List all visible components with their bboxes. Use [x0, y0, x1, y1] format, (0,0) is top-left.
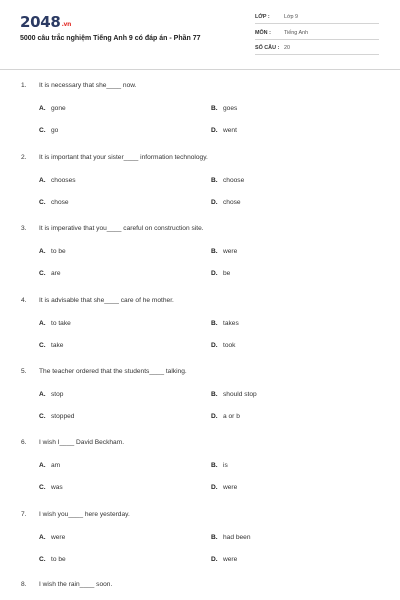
option-text: were [51, 534, 66, 541]
option-c[interactable] [39, 127, 58, 134]
question-text: I wish I____ David Beckham. [39, 439, 125, 446]
option-letter: B. [211, 462, 218, 469]
option-text: to be [51, 556, 66, 563]
question-8 [0, 581, 400, 595]
option-text: should stop [223, 391, 257, 398]
question-stem [21, 297, 174, 304]
question-7 [0, 511, 400, 571]
option-text: were [223, 484, 238, 491]
question-number: 7. [21, 511, 27, 518]
option-c[interactable] [39, 556, 66, 563]
option-b[interactable] [211, 534, 251, 541]
option-b[interactable] [211, 177, 244, 184]
logo-text: 2048 [20, 13, 61, 31]
option-letter: B. [211, 177, 218, 184]
option-letter: C. [39, 270, 46, 277]
option-a[interactable] [39, 105, 66, 112]
option-letter: D. [211, 342, 218, 349]
option-b[interactable] [211, 391, 257, 398]
option-letter: C. [39, 199, 46, 206]
option-text: take [51, 342, 64, 349]
question-number: 8. [21, 581, 27, 588]
question-stem [21, 511, 130, 518]
question-number: 3. [21, 225, 27, 232]
option-c[interactable] [39, 270, 61, 277]
question-text: It is necessary that she____ now. [39, 82, 137, 89]
option-text: stop [51, 391, 64, 398]
option-letter: B. [211, 248, 218, 255]
option-b[interactable] [211, 320, 239, 327]
question-text: I wish you____ here yesterday. [39, 511, 130, 518]
option-letter: A. [39, 248, 46, 255]
option-c[interactable] [39, 199, 69, 206]
option-d[interactable] [211, 127, 237, 134]
option-letter: B. [211, 105, 218, 112]
option-letter: C. [39, 413, 46, 420]
option-letter: D. [211, 127, 218, 134]
question-text: It is advisable that she____ care of he mother. [39, 297, 174, 304]
logo-suffix: .vn [61, 21, 72, 28]
option-letter: C. [39, 484, 46, 491]
question-text: The teacher ordered that the students____ talking. [39, 368, 187, 375]
question-number: 5. [21, 368, 27, 375]
option-letter: B. [211, 391, 218, 398]
question-5 [0, 368, 400, 428]
option-d[interactable] [211, 342, 235, 349]
question-number: 2. [21, 154, 27, 161]
option-letter: D. [211, 556, 218, 563]
meta-subject-value: Tiếng Anh [284, 30, 309, 36]
question-text: I wish the rain____ soon. [39, 581, 113, 588]
option-text: to be [51, 248, 66, 255]
option-letter: C. [39, 127, 46, 134]
document-title: 5000 câu trắc nghiệm Tiếng Anh 9 có đáp án - Phần 77 [20, 35, 201, 42]
option-c[interactable] [39, 484, 63, 491]
option-letter: A. [39, 391, 46, 398]
option-d[interactable] [211, 270, 230, 277]
option-letter: D. [211, 413, 218, 420]
option-text: takes [223, 320, 239, 327]
meta-class-value: Lớp 9 [284, 14, 299, 20]
option-letter: C. [39, 556, 46, 563]
option-text: chooses [51, 177, 76, 184]
option-text: a or b [223, 413, 240, 420]
option-a[interactable] [39, 177, 76, 184]
option-text: took [223, 342, 236, 349]
question-3 [0, 225, 400, 285]
option-a[interactable] [39, 462, 60, 469]
option-text: were [223, 556, 238, 563]
question-stem [21, 439, 124, 446]
option-text: was [51, 484, 63, 491]
option-c[interactable] [39, 342, 63, 349]
page-header [0, 0, 400, 70]
option-letter: B. [211, 534, 218, 541]
option-text: chose [223, 199, 241, 206]
question-1 [0, 82, 400, 142]
option-text: had been [223, 534, 251, 541]
meta-subject-label: MÔN : [255, 30, 271, 36]
option-text: be [223, 270, 231, 277]
option-letter: D. [211, 270, 218, 277]
question-stem [21, 154, 208, 161]
option-text: goes [223, 105, 238, 112]
question-6 [0, 439, 400, 499]
option-a[interactable] [39, 391, 63, 398]
option-d[interactable] [211, 484, 237, 491]
option-text: chose [51, 199, 69, 206]
question-number: 4. [21, 297, 27, 304]
option-a[interactable] [39, 248, 66, 255]
meta-count-value: 20 [284, 45, 290, 51]
question-4 [0, 297, 400, 357]
option-c[interactable] [39, 413, 74, 420]
option-letter: D. [211, 199, 218, 206]
option-letter: A. [39, 462, 46, 469]
meta-subject [255, 28, 379, 40]
meta-count [255, 43, 379, 55]
option-text: gone [51, 105, 66, 112]
option-text: are [51, 270, 61, 277]
option-text: to take [51, 320, 71, 327]
option-b[interactable] [211, 105, 237, 112]
option-text: choose [223, 177, 245, 184]
meta-class-label: LỚP : [255, 14, 270, 20]
site-logo[interactable] [20, 13, 71, 31]
question-number: 6. [21, 439, 27, 446]
option-d[interactable] [211, 556, 237, 563]
option-d[interactable] [211, 413, 240, 420]
option-letter: A. [39, 320, 46, 327]
option-text: went [223, 127, 237, 134]
option-letter: A. [39, 177, 46, 184]
option-text: is [223, 462, 228, 469]
option-a[interactable] [39, 320, 71, 327]
meta-class [255, 12, 379, 24]
question-number: 1. [21, 82, 27, 89]
option-b[interactable] [211, 462, 228, 469]
option-a[interactable] [39, 534, 65, 541]
question-stem [21, 225, 204, 232]
meta-count-label: SỐ CÂU : [255, 45, 280, 51]
question-stem [21, 82, 137, 89]
option-d[interactable] [211, 199, 241, 206]
option-text: were [223, 248, 238, 255]
option-text: go [51, 127, 59, 134]
question-stem [21, 368, 187, 375]
option-b[interactable] [211, 248, 237, 255]
question-stem [21, 581, 112, 588]
option-letter: D. [211, 484, 218, 491]
option-letter: C. [39, 342, 46, 349]
option-letter: B. [211, 320, 218, 327]
question-2 [0, 154, 400, 214]
option-letter: A. [39, 534, 46, 541]
option-letter: A. [39, 105, 46, 112]
question-text: It is important that your sister____ information technology. [39, 154, 208, 161]
question-text: It is imperative that you____ careful on construction site. [39, 225, 204, 232]
option-text: am [51, 462, 61, 469]
option-text: stopped [51, 413, 75, 420]
